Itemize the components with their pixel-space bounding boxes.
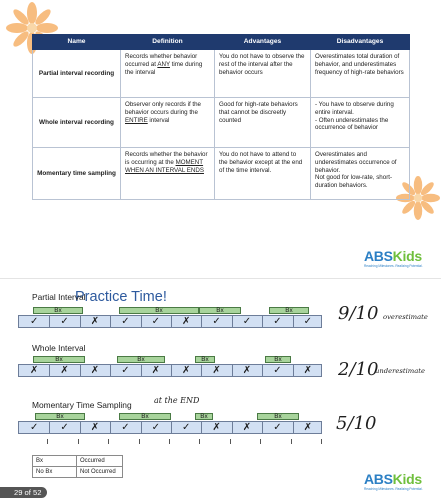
behavior-bar: Bx: [195, 356, 215, 363]
interval-mark: ✗: [242, 422, 252, 433]
interval-mark: ✗: [182, 316, 191, 327]
table-row: [33, 98, 410, 148]
behavior-bar: Bx: [119, 413, 171, 420]
method-name: Partial interval recording: [33, 50, 121, 98]
score-partial: 9/10: [338, 303, 379, 324]
method-definition: Observer only records if the behavior occurs during the ENTIRE interval: [121, 98, 215, 148]
interval-mark: ✗: [303, 422, 312, 433]
interval-mark: ✗: [182, 365, 191, 376]
header-advantages: Advantages: [215, 35, 311, 50]
method-name: Whole interval recording: [33, 98, 121, 148]
page-number: 29 of 52: [0, 487, 47, 498]
legend-row: [33, 467, 123, 478]
interval-mark: ✗: [151, 365, 160, 376]
method-advantages: Good for high-rate behaviors that cannot be discreetly counted: [215, 98, 311, 148]
interval-mark: ✗: [90, 316, 100, 327]
method-definition: Records whether the behavior is occurring at the MOMENT WHEN AN INTERVAL ENDS: [121, 148, 215, 200]
interval-mark: ✗: [212, 422, 221, 433]
behavior-bar: Bx: [265, 356, 291, 363]
method-advantages: You do not have to observe the rest of the interval after the behavior occurs: [215, 50, 311, 98]
behavior-bar: Bx: [117, 356, 165, 363]
behavior-bar: Bx: [257, 413, 299, 420]
legend-value: Occurred: [77, 456, 123, 467]
interval-mark: ✗: [90, 422, 100, 433]
interval-mark: ✓: [273, 365, 282, 376]
behavior-bar: Bx: [33, 356, 85, 363]
interval-mark: ✗: [60, 365, 69, 376]
handwritten-at-the-end: at the END: [154, 396, 200, 405]
interval-mark: ✓: [30, 422, 39, 433]
legend-key: No Bx: [33, 467, 77, 478]
end-of-interval-mark: [108, 439, 109, 444]
interval-mark: ✗: [242, 365, 252, 376]
interval-mark: ✓: [121, 316, 130, 327]
interval-mark: ✗: [30, 365, 39, 376]
interval-mark: ✓: [60, 316, 69, 327]
interval-mark: ✓: [303, 316, 312, 327]
interval-mark: ✓: [30, 316, 39, 327]
interval-mark: ✓: [242, 316, 252, 327]
behavior-bar: Bx: [33, 307, 83, 314]
legend-row: [33, 456, 123, 467]
score-momentary: 5/10: [336, 413, 377, 434]
note-partial: overestimate: [383, 313, 428, 321]
abs-kids-logo: ABSKids Reaching Milestones. Realizing Potential.: [364, 471, 423, 491]
method-definition: Records whether behavior occurred at ANY time during the interval: [121, 50, 215, 98]
interval-mark: ✓: [182, 422, 191, 433]
interval-strip-whole: [18, 356, 322, 377]
behavior-bar: Bx: [199, 307, 241, 314]
end-of-interval-mark: [291, 439, 292, 444]
recording-methods-table: [32, 34, 410, 200]
section-label-whole-interval: Whole Interval: [32, 343, 86, 353]
interval-mark: ✓: [151, 422, 160, 433]
legend-key: Bx: [33, 456, 77, 467]
legend-value: Not Occurred: [77, 467, 123, 478]
interval-mark: ✓: [60, 422, 69, 433]
table-header-row: [33, 35, 410, 50]
interval-mark: ✗: [212, 365, 221, 376]
interval-strip-partial: [18, 307, 322, 328]
legend-table: [32, 455, 123, 478]
method-disadvantages: - You have to observe during entire interval. - Often underestimates the occurrence of behavior: [311, 98, 410, 148]
score-whole: 2/10: [338, 359, 379, 380]
method-advantages: You do not have to attend to the behavior except at the end of the time interval.: [215, 148, 311, 200]
behavior-bar: Bx: [35, 413, 85, 420]
method-disadvantages: Overestimates and underestimates occurrence of behavior. Not good for low-rate, short-duration behaviors.: [311, 148, 410, 200]
method-disadvantages: Overestimates total duration of behavior, and underestimates frequency of high-rate behaviors: [311, 50, 410, 98]
section-label-partial-interval: Partial Interval: [32, 292, 86, 302]
behavior-bar: Bx: [195, 413, 213, 420]
behavior-bar: Bx: [269, 307, 309, 314]
method-name: Momentary time sampling: [33, 148, 121, 200]
practice-slide: [0, 278, 441, 500]
end-of-interval-mark: [321, 439, 322, 444]
end-of-interval-mark: [78, 439, 79, 444]
interval-mark: ✗: [303, 365, 312, 376]
end-of-interval-mark: [260, 439, 261, 444]
page-title: Practice Time!: [75, 289, 167, 305]
end-of-interval-mark: [230, 439, 231, 444]
header-name: Name: [33, 35, 121, 50]
behavior-bar: Bx: [119, 307, 199, 314]
end-of-interval-mark: [139, 439, 140, 444]
header-definition: Definition: [121, 35, 215, 50]
interval-mark: ✓: [273, 422, 282, 433]
interval-mark: ✗: [90, 365, 100, 376]
interval-strip-momentary: [18, 413, 322, 434]
interval-mark: ✓: [151, 316, 160, 327]
table-row: [33, 50, 410, 98]
section-label-momentary: Momentary Time Sampling: [32, 400, 132, 410]
interval-mark: ✓: [212, 316, 221, 327]
end-of-interval-mark: [47, 439, 48, 444]
interval-mark: ✓: [273, 316, 282, 327]
table-row: [33, 148, 410, 200]
note-whole: underestimate: [375, 367, 426, 375]
end-of-interval-mark: [199, 439, 200, 444]
abs-kids-logo: ABSKids Reaching Milestones. Realizing Potential.: [364, 248, 423, 268]
header-disadvantages: Disadvantages: [311, 35, 410, 50]
end-of-interval-mark: [169, 439, 170, 444]
interval-mark: ✓: [121, 422, 130, 433]
interval-mark: ✓: [121, 365, 130, 376]
